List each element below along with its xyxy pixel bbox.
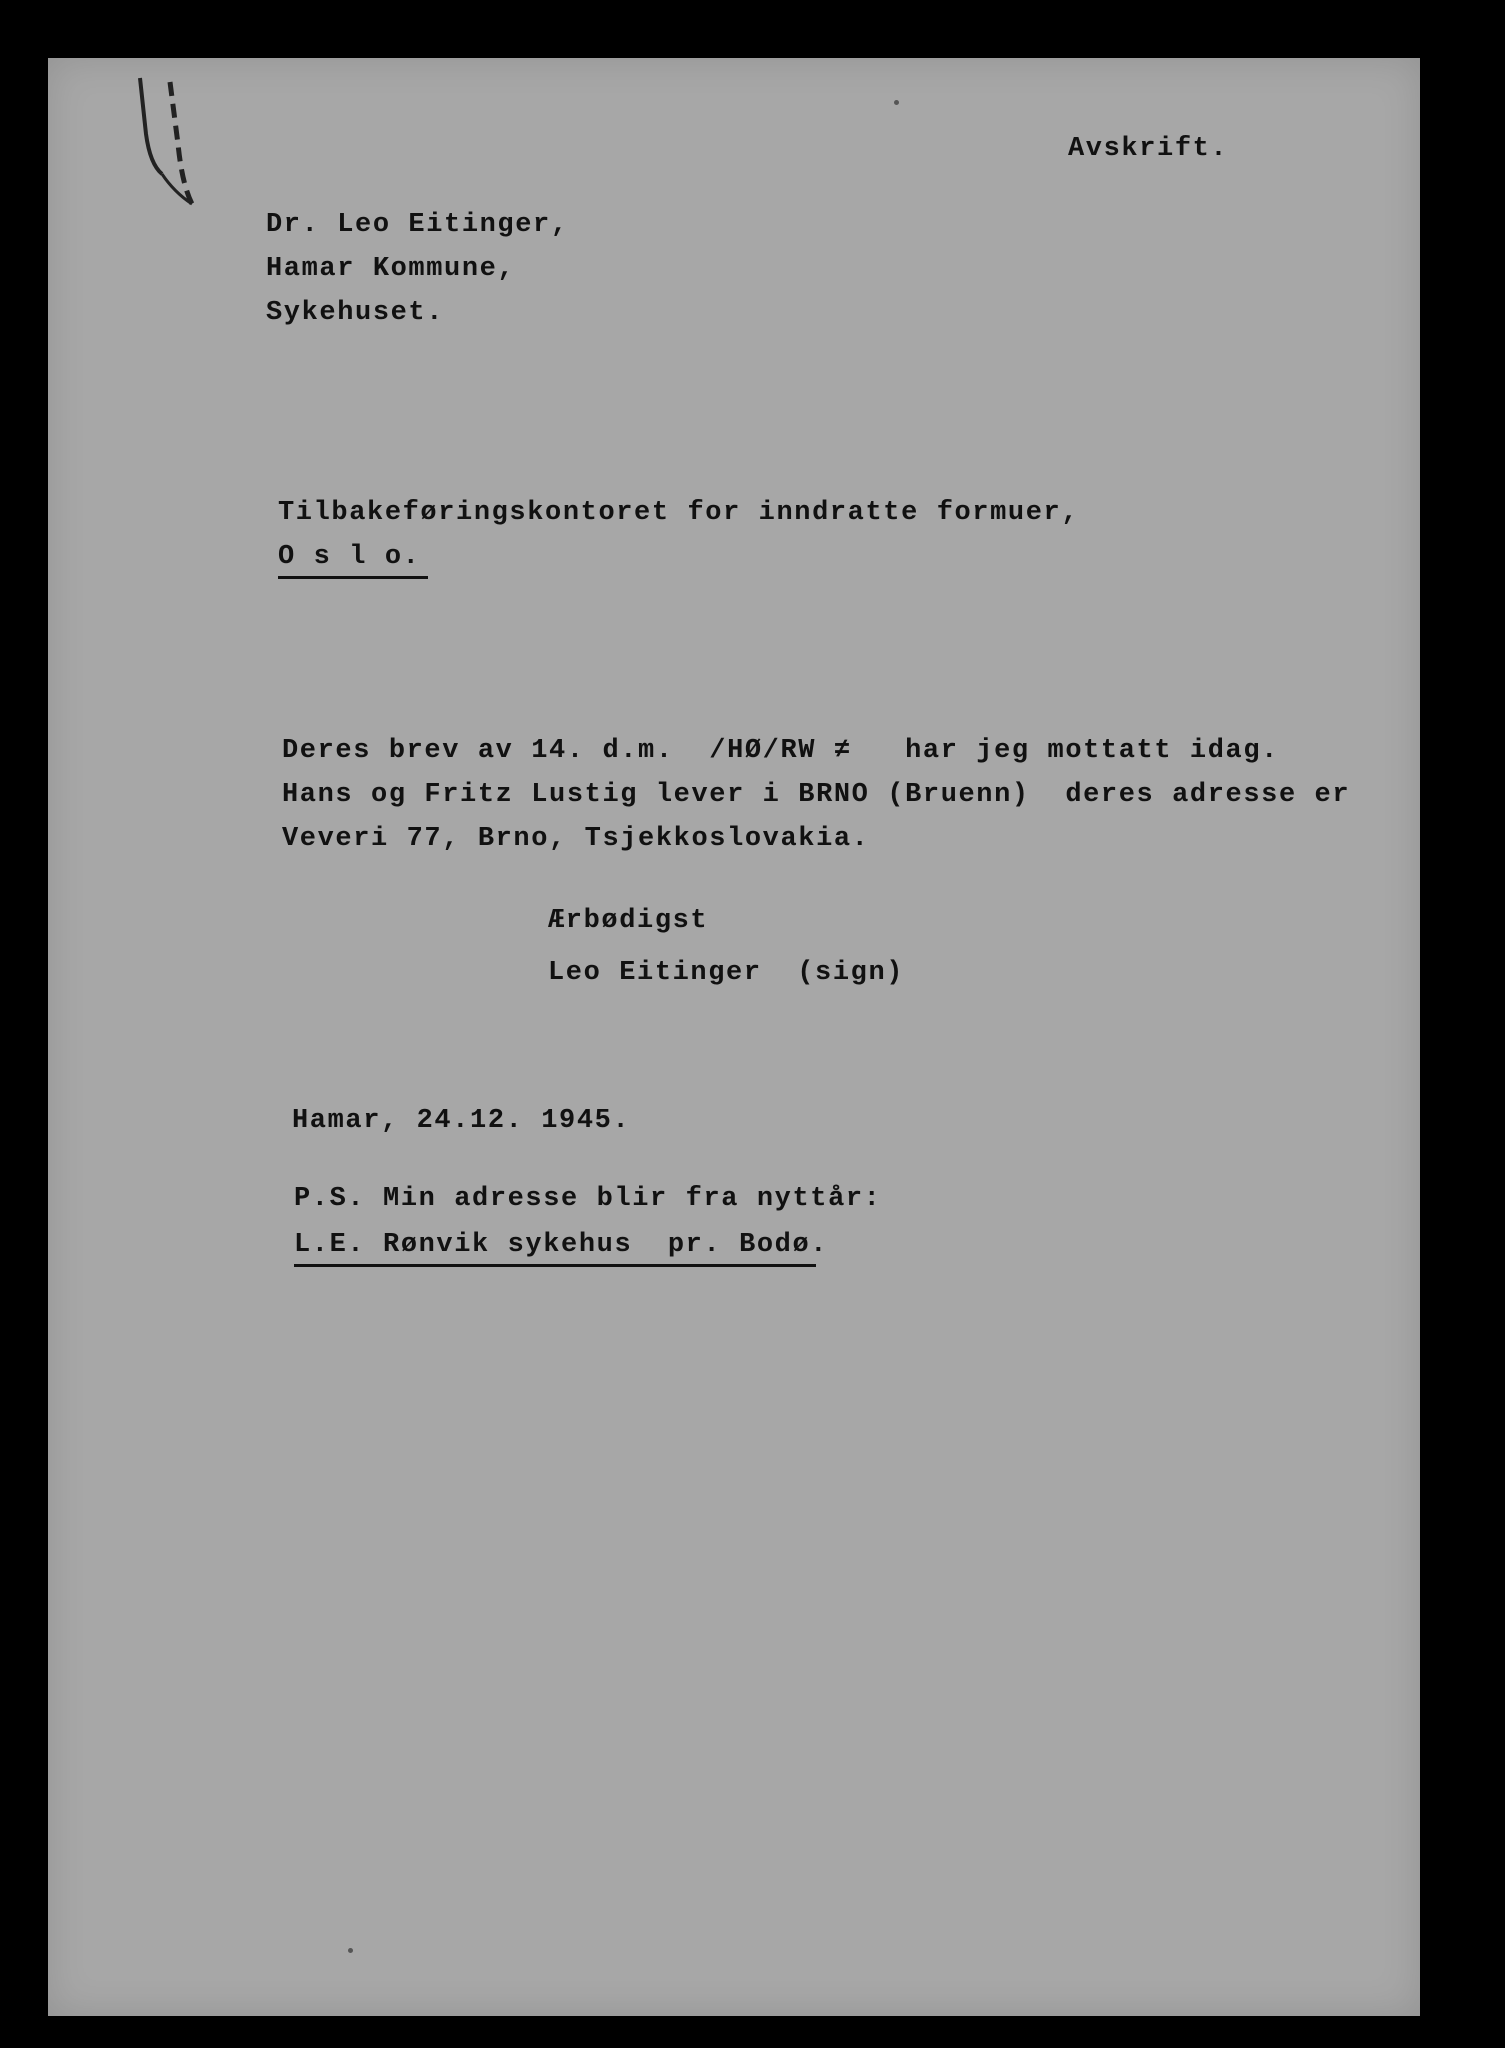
signature: Leo Eitinger (sign) xyxy=(548,958,905,988)
postscript-line-1: P.S. Min adresse blir fra nyttår: xyxy=(294,1184,882,1214)
document-page xyxy=(48,58,1420,2016)
closing: Ærbødigst xyxy=(548,906,709,936)
body-line-1: Deres brev av 14. d.m. /HØ/RW ≠ har jeg mottatt idag. xyxy=(282,736,1279,766)
sender-location: Sykehuset. xyxy=(266,298,445,328)
postscript-address: L.E. Rønvik sykehus pr. Bodø. xyxy=(294,1230,816,1267)
recipient-city: O s l o. xyxy=(278,542,428,579)
sender-name: Dr. Leo Eitinger, xyxy=(266,210,569,240)
sender-organization: Hamar Kommune, xyxy=(266,254,516,284)
place-date: Hamar, 24.12. 1945. xyxy=(292,1106,631,1136)
paper-speck xyxy=(348,1948,353,1953)
paper-speck xyxy=(894,100,899,105)
recipient-name: Tilbakeføringskontoret for inndratte formuer, xyxy=(278,498,1080,528)
body-line-3: Veveri 77, Brno, Tsjekkoslovakia. xyxy=(282,824,870,854)
document-label: Avskrift. xyxy=(1068,134,1229,164)
body-line-2: Hans og Fritz Lustig lever i BRNO (Bruenn) deres adresse er xyxy=(282,780,1351,810)
paper-clip-icon xyxy=(126,74,196,224)
